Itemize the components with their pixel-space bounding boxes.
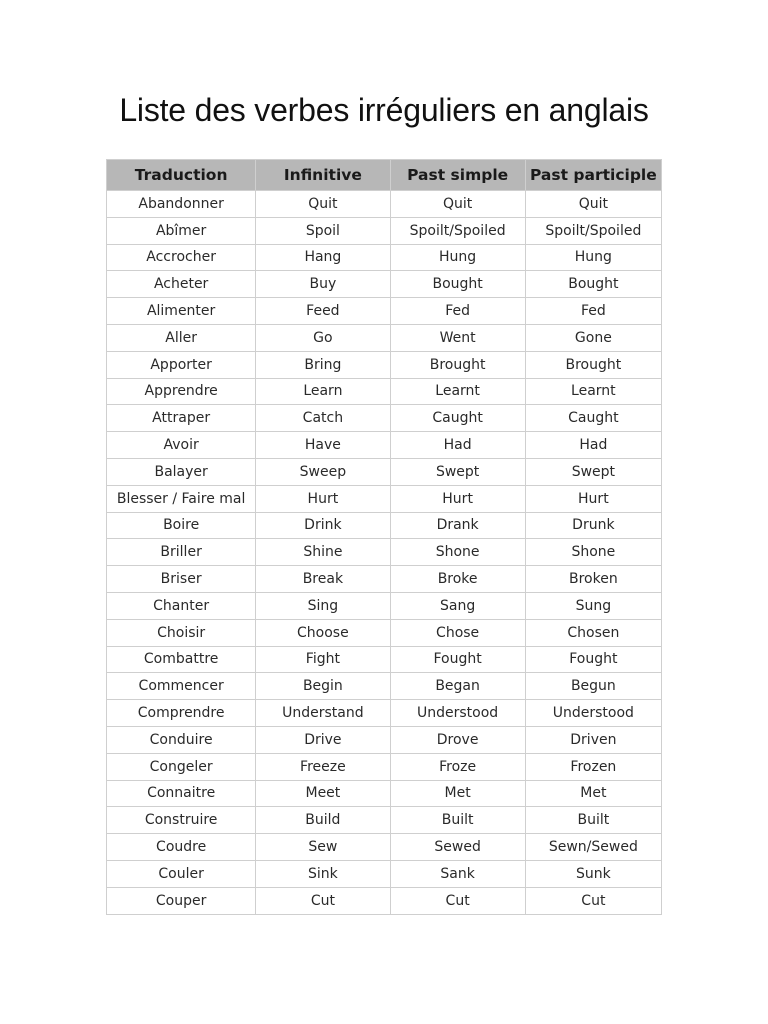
cell-infinitive: Sink: [256, 860, 390, 887]
table-row: [107, 887, 662, 914]
cell-past-simple: Drove: [390, 726, 525, 753]
table-row: [107, 378, 662, 405]
cell-traduction: Congeler: [107, 753, 256, 780]
cell-infinitive: Sew: [256, 834, 390, 861]
table-row: [107, 244, 662, 271]
page-title: Liste des verbes irréguliers en anglais: [119, 92, 649, 128]
irregular-verbs-table: [106, 159, 662, 915]
table-row: [107, 619, 662, 646]
table-row: [107, 351, 662, 378]
cell-past-participle: Fought: [525, 646, 661, 673]
cell-past-simple: Fed: [390, 298, 525, 325]
cell-past-participle: Sunk: [525, 860, 661, 887]
cell-traduction: Chanter: [107, 592, 256, 619]
cell-traduction: Balayer: [107, 458, 256, 485]
table-row: [107, 458, 662, 485]
cell-infinitive: Hang: [256, 244, 390, 271]
cell-past-simple: Broke: [390, 566, 525, 593]
cell-traduction: Combattre: [107, 646, 256, 673]
cell-infinitive: Learn: [256, 378, 390, 405]
cell-past-simple: Quit: [390, 191, 525, 218]
cell-past-simple: Cut: [390, 887, 525, 914]
table-row: [107, 807, 662, 834]
table-row: [107, 592, 662, 619]
table-row: [107, 834, 662, 861]
cell-past-participle: Driven: [525, 726, 661, 753]
table-row: [107, 673, 662, 700]
cell-infinitive: Bring: [256, 351, 390, 378]
cell-traduction: Blesser / Faire mal: [107, 485, 256, 512]
cell-past-participle: Shone: [525, 539, 661, 566]
cell-past-simple: Sang: [390, 592, 525, 619]
table-row: [107, 191, 662, 218]
header-past-participle: Past participle: [525, 160, 661, 191]
cell-traduction: Construire: [107, 807, 256, 834]
cell-infinitive: Drive: [256, 726, 390, 753]
cell-traduction: Choisir: [107, 619, 256, 646]
cell-past-participle: Sewn/Sewed: [525, 834, 661, 861]
cell-past-participle: Frozen: [525, 753, 661, 780]
cell-infinitive: Have: [256, 432, 390, 459]
cell-past-simple: Began: [390, 673, 525, 700]
cell-past-participle: Bought: [525, 271, 661, 298]
cell-past-participle: Cut: [525, 887, 661, 914]
cell-infinitive: Go: [256, 324, 390, 351]
cell-past-participle: Caught: [525, 405, 661, 432]
cell-past-participle: Spoilt/Spoiled: [525, 217, 661, 244]
cell-traduction: Boire: [107, 512, 256, 539]
cell-past-simple: Shone: [390, 539, 525, 566]
cell-past-simple: Hung: [390, 244, 525, 271]
cell-traduction: Accrocher: [107, 244, 256, 271]
cell-past-simple: Drank: [390, 512, 525, 539]
cell-past-simple: Sank: [390, 860, 525, 887]
cell-traduction: Coudre: [107, 834, 256, 861]
cell-past-simple: Sewed: [390, 834, 525, 861]
cell-past-participle: Begun: [525, 673, 661, 700]
cell-infinitive: Catch: [256, 405, 390, 432]
cell-traduction: Connaitre: [107, 780, 256, 807]
cell-past-simple: Built: [390, 807, 525, 834]
cell-traduction: Alimenter: [107, 298, 256, 325]
cell-traduction: Commencer: [107, 673, 256, 700]
cell-traduction: Attraper: [107, 405, 256, 432]
cell-past-simple: Spoilt/Spoiled: [390, 217, 525, 244]
cell-infinitive: Fight: [256, 646, 390, 673]
table-row: [107, 646, 662, 673]
cell-infinitive: Sweep: [256, 458, 390, 485]
cell-past-participle: Hurt: [525, 485, 661, 512]
cell-past-participle: Sung: [525, 592, 661, 619]
cell-past-participle: Chosen: [525, 619, 661, 646]
cell-past-participle: Broken: [525, 566, 661, 593]
table-row: [107, 566, 662, 593]
cell-past-participle: Brought: [525, 351, 661, 378]
cell-past-participle: Understood: [525, 700, 661, 727]
cell-infinitive: Meet: [256, 780, 390, 807]
cell-past-simple: Brought: [390, 351, 525, 378]
cell-traduction: Abandonner: [107, 191, 256, 218]
cell-past-simple: Chose: [390, 619, 525, 646]
table-row: [107, 432, 662, 459]
cell-past-simple: Had: [390, 432, 525, 459]
cell-infinitive: Drink: [256, 512, 390, 539]
cell-infinitive: Cut: [256, 887, 390, 914]
cell-traduction: Acheter: [107, 271, 256, 298]
cell-traduction: Apporter: [107, 351, 256, 378]
table-row: [107, 780, 662, 807]
table-row: [107, 539, 662, 566]
table-row: [107, 700, 662, 727]
cell-traduction: Avoir: [107, 432, 256, 459]
cell-infinitive: Spoil: [256, 217, 390, 244]
table-row: [107, 405, 662, 432]
cell-infinitive: Understand: [256, 700, 390, 727]
cell-infinitive: Quit: [256, 191, 390, 218]
cell-traduction: Aller: [107, 324, 256, 351]
cell-traduction: Couper: [107, 887, 256, 914]
cell-past-simple: Swept: [390, 458, 525, 485]
cell-past-participle: Met: [525, 780, 661, 807]
cell-past-participle: Drunk: [525, 512, 661, 539]
table-row: [107, 753, 662, 780]
cell-past-simple: Learnt: [390, 378, 525, 405]
cell-past-simple: Hurt: [390, 485, 525, 512]
table-row: [107, 324, 662, 351]
cell-past-simple: Froze: [390, 753, 525, 780]
cell-infinitive: Sing: [256, 592, 390, 619]
cell-traduction: Conduire: [107, 726, 256, 753]
table-row: [107, 298, 662, 325]
cell-past-participle: Built: [525, 807, 661, 834]
cell-infinitive: Begin: [256, 673, 390, 700]
cell-past-participle: Fed: [525, 298, 661, 325]
cell-infinitive: Buy: [256, 271, 390, 298]
cell-past-simple: Went: [390, 324, 525, 351]
cell-past-participle: Learnt: [525, 378, 661, 405]
cell-traduction: Abîmer: [107, 217, 256, 244]
cell-past-simple: Fought: [390, 646, 525, 673]
cell-infinitive: Shine: [256, 539, 390, 566]
cell-infinitive: Feed: [256, 298, 390, 325]
cell-past-participle: Had: [525, 432, 661, 459]
cell-infinitive: Build: [256, 807, 390, 834]
cell-infinitive: Choose: [256, 619, 390, 646]
cell-past-simple: Understood: [390, 700, 525, 727]
table-row: [107, 860, 662, 887]
cell-past-simple: Caught: [390, 405, 525, 432]
table-row: [107, 485, 662, 512]
cell-traduction: Couler: [107, 860, 256, 887]
table-row: [107, 271, 662, 298]
cell-traduction: Briller: [107, 539, 256, 566]
cell-past-participle: Gone: [525, 324, 661, 351]
table-header-row: [107, 160, 662, 191]
cell-traduction: Comprendre: [107, 700, 256, 727]
table-row: [107, 512, 662, 539]
cell-infinitive: Hurt: [256, 485, 390, 512]
table-row: [107, 726, 662, 753]
cell-past-participle: Quit: [525, 191, 661, 218]
cell-traduction: Briser: [107, 566, 256, 593]
cell-traduction: Apprendre: [107, 378, 256, 405]
header-traduction: Traduction: [107, 160, 256, 191]
header-past-simple: Past simple: [390, 160, 525, 191]
cell-infinitive: Break: [256, 566, 390, 593]
cell-past-simple: Bought: [390, 271, 525, 298]
cell-past-simple: Met: [390, 780, 525, 807]
table-row: [107, 217, 662, 244]
header-infinitive: Infinitive: [256, 160, 390, 191]
cell-infinitive: Freeze: [256, 753, 390, 780]
cell-past-participle: Hung: [525, 244, 661, 271]
cell-past-participle: Swept: [525, 458, 661, 485]
